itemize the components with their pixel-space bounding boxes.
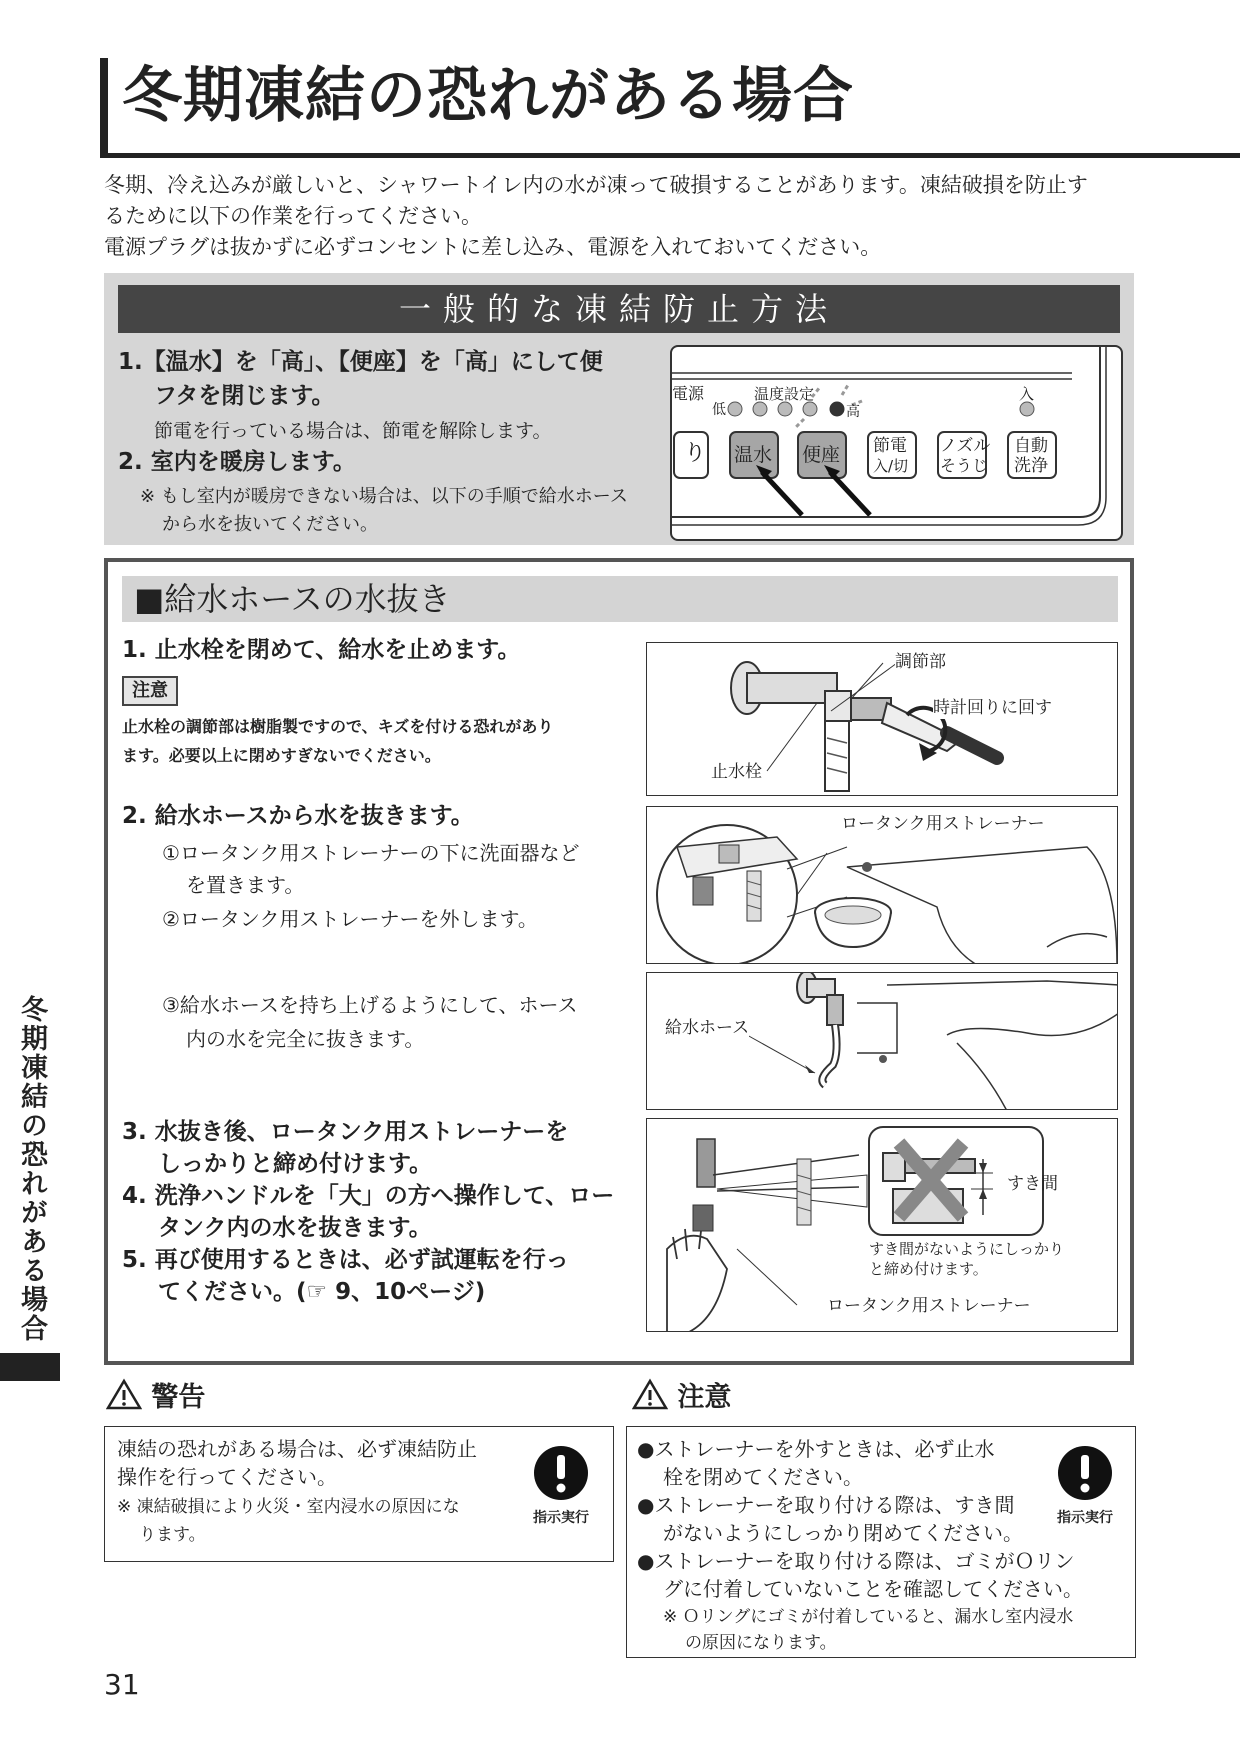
caution-heading-text: 注意	[677, 1382, 732, 1413]
hose-step-1: 1. 止水栓を閉めて、給水を止めます。	[122, 637, 521, 663]
instruction-label: 指示実行	[1057, 1510, 1113, 1526]
figure-shutoff-valve	[646, 642, 1118, 796]
warning-text-cont: 操作を行ってください。	[117, 1465, 337, 1489]
panel-nozzle-button-line1: ノズル	[940, 436, 991, 456]
panel-save-button-line2: 入/切	[873, 457, 909, 475]
label-rotate-clockwise: 時計回りに回す	[933, 698, 1052, 718]
hose-note	[122, 712, 642, 770]
caution-bullet-3-cont: グに付着していないことを確認してください。	[663, 1577, 1083, 1601]
caution-bullet-2-cont: がないようにしっかり閉めてください。	[663, 1521, 1023, 1545]
panel-power-label: 電源	[672, 384, 705, 403]
page-title: 冬期凍結の恐れがある場合	[122, 61, 854, 131]
figure-supply-hose	[646, 972, 1118, 1110]
panel-auto-button-line1: 自動	[1014, 436, 1048, 456]
caution-bullet-2: ●ストレーナーを取り付ける際は、すき間	[637, 1493, 1015, 1517]
warning-heading	[106, 1378, 205, 1415]
warning-instruction	[521, 1445, 601, 1527]
control-panel-illustration	[670, 345, 1123, 541]
hose-sub-1: ①ロータンク用ストレーナーの下に洗面器など	[162, 841, 580, 865]
panel-button-partial: り	[684, 441, 707, 466]
hose-step-3: 3. 水抜き後、ロータンク用ストレーナーを	[122, 1119, 569, 1145]
hose-step-4-cont: タンク内の水を抜きます。	[158, 1215, 432, 1241]
label-caption-line1: すき間がないようにしっかり	[869, 1240, 1065, 1258]
figure-tighten-strainer	[646, 1118, 1118, 1332]
hose-step-3-cont: しっかりと締め付けます。	[158, 1151, 433, 1177]
hose-step-5: 5. 再び使用するときは、必ず試運転を行っ	[122, 1247, 569, 1273]
panel-hot-water-button: 温水	[734, 444, 773, 466]
panel-on-label: 入	[1019, 385, 1035, 403]
panel-low-label: 低	[712, 402, 726, 418]
general-step-2-note-cont: から水を抜いてください。	[162, 514, 378, 535]
general-step-2: 2. 室内を暖房します。	[118, 449, 356, 475]
warning-triangle-icon	[106, 1378, 142, 1410]
label-supply-hose: 給水ホース	[665, 1018, 750, 1038]
label-low-tank-strainer-2: ロータンク用ストレーナー	[827, 1296, 1031, 1316]
caution-instruction	[1045, 1445, 1125, 1527]
label-caption-line2: と締め付けます。	[869, 1260, 988, 1278]
warning-box	[104, 1426, 614, 1562]
panel-temp-label: 温度設定	[754, 385, 815, 403]
side-chapter-tab	[0, 995, 60, 1343]
label-gap: すき間	[1007, 1174, 1058, 1194]
side-tab-marker	[0, 1353, 60, 1381]
label-low-tank-strainer: ロータンク用ストレーナー	[841, 814, 1045, 834]
caution-bullet-1-cont: 栓を閉めてください。	[663, 1465, 863, 1489]
intro-line: 冬期、冷え込みが厳しいと、シャワートイレ内の水が凍って破損することがあります。凍結破損を防止す	[104, 173, 1088, 197]
note-badge: 注意	[122, 676, 178, 706]
hose-step-5-cont: てください。(☞ 9、10ページ)	[158, 1279, 486, 1305]
hose-note-line: ます。必要以上に閉めすぎないでください。	[122, 746, 441, 765]
label-adjust-part: 調節部	[895, 652, 946, 672]
hose-drain-section	[104, 558, 1134, 1365]
hose-sub-3-cont: 内の水を完全に抜きます。	[186, 1027, 425, 1051]
caution-note-cont: の原因になります。	[685, 1633, 837, 1653]
panel-high-label: 高	[846, 404, 860, 420]
page-number: 31	[104, 1668, 140, 1701]
exclamation-circle-icon	[1057, 1445, 1113, 1501]
general-step-1: 1.【温水】を「高」、【便座】を「高」にして便	[118, 349, 603, 375]
intro-text	[104, 170, 1144, 263]
warning-text: 凍結の恐れがある場合は、必ず凍結防止	[117, 1437, 477, 1461]
caution-triangle-icon	[632, 1378, 668, 1410]
hose-step-2: 2. 給水ホースから水を抜きます。	[122, 803, 474, 829]
caution-note: ※ Ｏリングにゴミが付着していると、漏水し室内浸水	[663, 1607, 1074, 1627]
hose-step-4: 4. 洗浄ハンドルを「大」の方へ操作して、ロー	[122, 1183, 615, 1209]
exclamation-circle-icon	[533, 1445, 589, 1501]
title-frame	[100, 58, 1240, 158]
hose-drain-heading: ■給水ホースの水抜き	[122, 576, 1118, 622]
hose-sub-1-cont: を置きます。	[186, 873, 305, 897]
general-step-2-note: ※ もし室内が暖房できない場合は、以下の手順で給水ホース	[140, 486, 628, 507]
figure-strainer-basin	[646, 806, 1118, 964]
hose-note-line: 止水栓の調節部は樹脂製ですので、キズを付ける恐れがあり	[122, 717, 554, 736]
panel-nozzle-button-line2: そうじ	[940, 456, 989, 475]
caution-heading	[632, 1378, 731, 1415]
instruction-label: 指示実行	[533, 1510, 589, 1526]
warning-note: ※ 凍結破損により火災・室内浸水の原因にな	[117, 1497, 460, 1517]
general-step-1-sub: 節電を行っている場合は、節電を解除します。	[154, 420, 552, 442]
caution-bullet-3: ●ストレーナーを取り付ける際は、ゴミがＯリン	[637, 1549, 1075, 1573]
intro-line: るために以下の作業を行ってください。	[104, 204, 482, 228]
intro-line: 電源プラグは抜かずに必ずコンセントに差し込み、電源を入れておいてください。	[104, 235, 882, 259]
panel-seat-button: 便座	[802, 444, 841, 466]
warning-note-cont: ります。	[139, 1525, 206, 1545]
hose-drawing	[647, 973, 1118, 1110]
hose-sub-2: ②ロータンク用ストレーナーを外します。	[162, 907, 538, 931]
panel-save-button-line1: 節電	[873, 436, 907, 456]
caution-bullet-1: ●ストレーナーを外すときは、必ず止水	[637, 1437, 995, 1461]
hose-sub-3: ③給水ホースを持ち上げるようにして、ホース	[162, 993, 578, 1017]
caution-box	[626, 1426, 1136, 1658]
warning-heading-text: 警告	[151, 1382, 206, 1413]
side-tab-text: 冬期凍結の恐れがある場合	[16, 995, 47, 1343]
panel-auto-button-line2: 洗浄	[1014, 456, 1048, 476]
general-method-heading: 一般的な凍結防止方法	[118, 285, 1120, 333]
label-shutoff-valve: 止水栓	[711, 762, 762, 782]
general-step-1-cont: フタを閉じます。	[154, 383, 335, 409]
